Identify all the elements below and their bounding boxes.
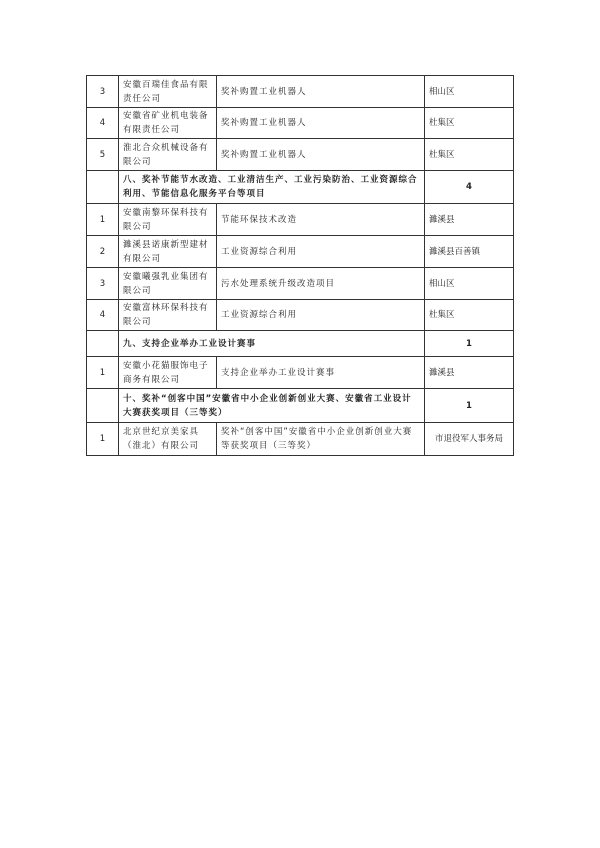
table-row <box>87 236 514 268</box>
section-count: 1 <box>425 389 514 423</box>
section-blank-cell <box>87 171 119 204</box>
project-name: 工业资源综合利用 <box>217 300 425 331</box>
region-name: 相山区 <box>425 76 514 108</box>
row-number: 1 <box>87 423 119 456</box>
region-name: 杜集区 <box>425 139 514 171</box>
section-blank-cell <box>87 389 119 423</box>
funding-list-table <box>86 75 514 456</box>
row-number: 1 <box>87 204 119 236</box>
row-number: 2 <box>87 236 119 268</box>
section-title: 八、奖补节能节水改造、工业清洁生产、工业污染防治、工业资源综合利用、节能信息化服务平台等项目 <box>119 171 425 204</box>
project-name: 奖补购置工业机器人 <box>217 139 425 171</box>
section-header-row <box>87 331 514 357</box>
company-name: 安徽富林环保科技有限公司 <box>119 300 217 331</box>
row-number: 4 <box>87 108 119 139</box>
row-number: 3 <box>87 268 119 300</box>
section-count: 1 <box>425 331 514 357</box>
company-name: 安徽百瑞佳食品有限责任公司 <box>119 76 217 108</box>
region-name: 濉溪县 <box>425 204 514 236</box>
section-title: 十、奖补“创客中国”安徽省中小企业创新创业大赛、安徽省工业设计大赛获奖项目（三等奖） <box>119 389 425 423</box>
region-name: 杜集区 <box>425 300 514 331</box>
section-header-row <box>87 171 514 204</box>
table-body <box>87 76 514 456</box>
row-number: 5 <box>87 139 119 171</box>
section-title: 九、支持企业举办工业设计赛事 <box>119 331 425 357</box>
project-name: 污水处理系统升级改造项目 <box>217 268 425 300</box>
region-name: 杜集区 <box>425 108 514 139</box>
table-row <box>87 204 514 236</box>
table-row <box>87 300 514 331</box>
row-number: 3 <box>87 76 119 108</box>
table-row <box>87 76 514 108</box>
company-name: 安徽南黎环保科技有限公司 <box>119 204 217 236</box>
row-number: 4 <box>87 300 119 331</box>
company-name: 淮北合众机械设备有限公司 <box>119 139 217 171</box>
company-name: 北京世纪京美家具（淮北）有限公司 <box>119 423 217 456</box>
project-name: 工业资源综合利用 <box>217 236 425 268</box>
region-name: 相山区 <box>425 268 514 300</box>
section-header-row <box>87 389 514 423</box>
project-name: 奖补“创客中国”安徽省中小企业创新创业大赛等获奖项目（三等奖） <box>217 423 425 456</box>
project-name: 奖补购置工业机器人 <box>217 76 425 108</box>
company-name: 安徽曦强乳业集团有限公司 <box>119 268 217 300</box>
section-blank-cell <box>87 331 119 357</box>
table-row <box>87 268 514 300</box>
project-name: 节能环保技术改造 <box>217 204 425 236</box>
company-name: 安徽省矿业机电装备有限责任公司 <box>119 108 217 139</box>
region-name: 市退役军人事务局 <box>425 423 514 456</box>
project-name: 支持企业举办工业设计赛事 <box>217 357 425 389</box>
table-row <box>87 139 514 171</box>
table-row <box>87 108 514 139</box>
row-number: 1 <box>87 357 119 389</box>
table-row <box>87 357 514 389</box>
section-count: 4 <box>425 171 514 204</box>
company-name: 濉溪县诺康新型建材有限公司 <box>119 236 217 268</box>
region-name: 濉溪县 <box>425 357 514 389</box>
project-name: 奖补购置工业机器人 <box>217 108 425 139</box>
company-name: 安徽小花猫服饰电子商务有限公司 <box>119 357 217 389</box>
region-name: 濉溪县百善镇 <box>425 236 514 268</box>
table-row <box>87 423 514 456</box>
